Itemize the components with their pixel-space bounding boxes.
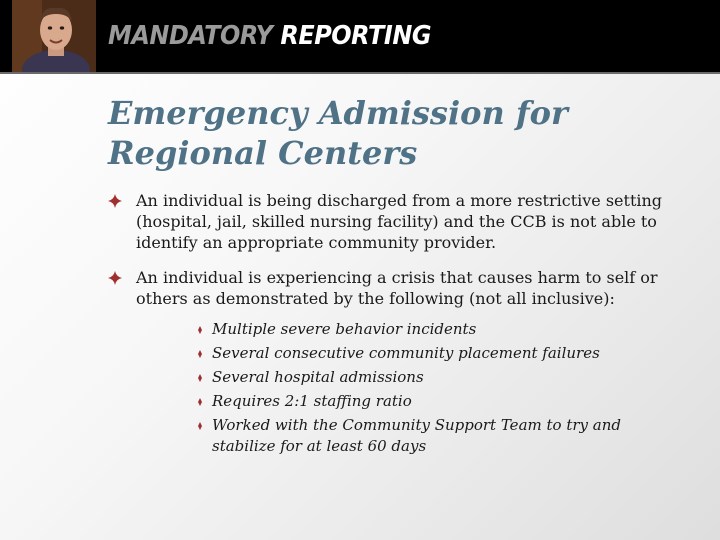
diamond-bullet-icon	[108, 194, 122, 208]
sub-bullet-item	[198, 343, 678, 364]
small-dot-bullet-icon	[198, 422, 202, 430]
banner-word-mandatory: MANDATORY	[108, 21, 273, 51]
sub-bullet-text: Worked with the Community Support Team to try and stabilize for at least 60 days	[212, 416, 621, 455]
small-dot-bullet-icon	[198, 326, 202, 334]
sub-bullet-item	[198, 415, 678, 457]
slide-title: Emergency Admission for Regional Centers	[108, 94, 568, 172]
presenter-portrait	[12, 0, 96, 72]
banner-title	[108, 16, 431, 56]
sub-bullet-list	[198, 319, 678, 457]
bullet-item-discharge	[108, 190, 678, 253]
portrait-photo-icon	[12, 0, 96, 72]
sub-bullet-item	[198, 367, 678, 388]
bullet-item-crisis	[108, 267, 678, 457]
sub-bullet-item	[198, 319, 678, 340]
small-dot-bullet-icon	[198, 350, 202, 358]
bullet-text: An individual is being discharged from a more restrictive setting (hospital, jail, skilled nursing facility) and the CCB is not able to identify an appropriate community provider.	[136, 191, 663, 252]
header-divider	[0, 72, 720, 74]
small-dot-bullet-icon	[198, 398, 202, 406]
diamond-bullet-icon	[108, 271, 122, 285]
sub-bullet-text: Multiple severe behavior incidents	[212, 320, 477, 338]
banner-word-reporting: REPORTING	[280, 21, 432, 51]
bullet-text: An individual is experiencing a crisis that causes harm to self or others as demonstrated by the following (not all inclusive):	[136, 268, 658, 308]
sub-bullet-text: Several consecutive community placement failures	[212, 344, 600, 362]
small-dot-bullet-icon	[198, 374, 202, 382]
bullet-list	[108, 190, 678, 457]
sub-bullet-text: Several hospital admissions	[212, 368, 424, 386]
sub-bullet-text: Requires 2:1 staffing ratio	[212, 392, 412, 410]
sub-bullet-item	[198, 391, 678, 412]
